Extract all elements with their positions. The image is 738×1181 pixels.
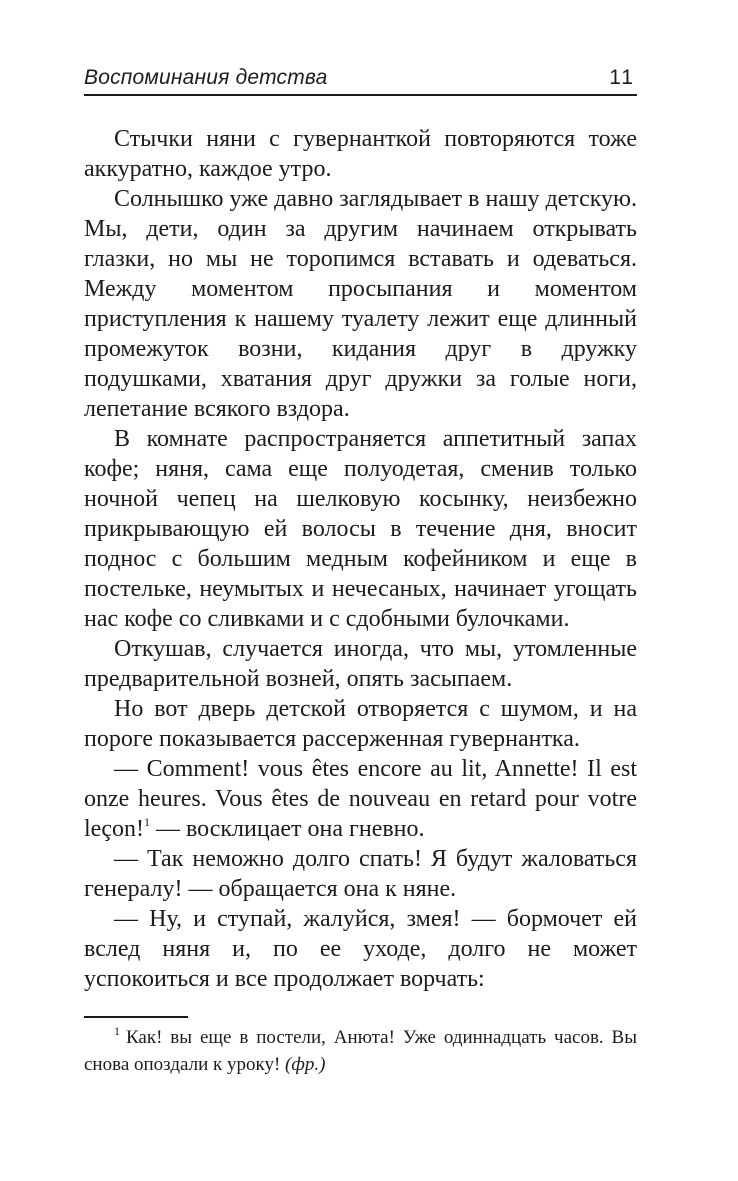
paragraph: — Ну, и ступай, жалуйся, змея! — бормочет ей вслед няня и, по ее уходе, долго не может успокоиться и все продолжает ворчать: — [84, 906, 637, 992]
main-text — [84, 124, 637, 994]
footnote-divider — [84, 1016, 188, 1018]
paragraph-french-quote — [84, 754, 637, 844]
footnote-mark: 1 — [114, 1024, 120, 1038]
footnote-reference: 1 — [143, 815, 150, 829]
french-quote-tail: — восклицает она гневно. — [149, 816, 425, 842]
footnote-language-note: (фр.) — [285, 1054, 326, 1075]
page-number: 11 — [609, 66, 635, 89]
french-quote-text: — Comment! vous êtes encore au lit, Annette! Il est onze heures. Vous êtes de nouveau en retard pour votre leçon! — [84, 756, 637, 842]
running-header — [84, 62, 637, 96]
paragraph: Откушав, случается иногда, что мы, утомленные предварительной возней, опять засыпаем. — [84, 636, 637, 692]
paragraph: — Так неможно долго спать! Я будут жаловаться генералу! — обращается она к няне. — [84, 846, 637, 902]
paragraph: Стычки няни с гувернанткой повторяются тоже аккуратно, каждое утро. — [84, 126, 637, 182]
footnote-text: Как! вы еще в постели, Анюта! Уже одиннадцать часов. Вы снова опоздали к уроку! — [84, 1027, 637, 1075]
paragraph: Солнышко уже давно заглядывает в нашу детскую. Мы, дети, один за другим начинаем открывать глазки, но мы не торопимся вставать и одеваться. Между моментом просыпания и моментом приступления к нашему туалету лежит еще длинный промежуток возни, кидания друг в дружку подушками, хватания друг дружки за голые ноги, лепетание всякого вздора. — [84, 186, 637, 422]
footnote — [84, 1024, 637, 1078]
running-title: Воспоминания детства — [84, 66, 328, 89]
paragraph: В комнате распространяется аппетитный запах кофе; няня, сама еще полуодетая, сменив только ночной чепец на шелковую косынку, неизбежно прикрывающую ей волосы в течение дня, вносит поднос с большим медным кофейником и еще в постельке, неумытых и нечесаных, начинает угощать нас кофе со сливками и с сдобными булочками. — [84, 426, 637, 632]
paragraph: Но вот дверь детской отворяется с шумом, и на пороге показывается рассерженная гувернантка. — [84, 696, 637, 752]
